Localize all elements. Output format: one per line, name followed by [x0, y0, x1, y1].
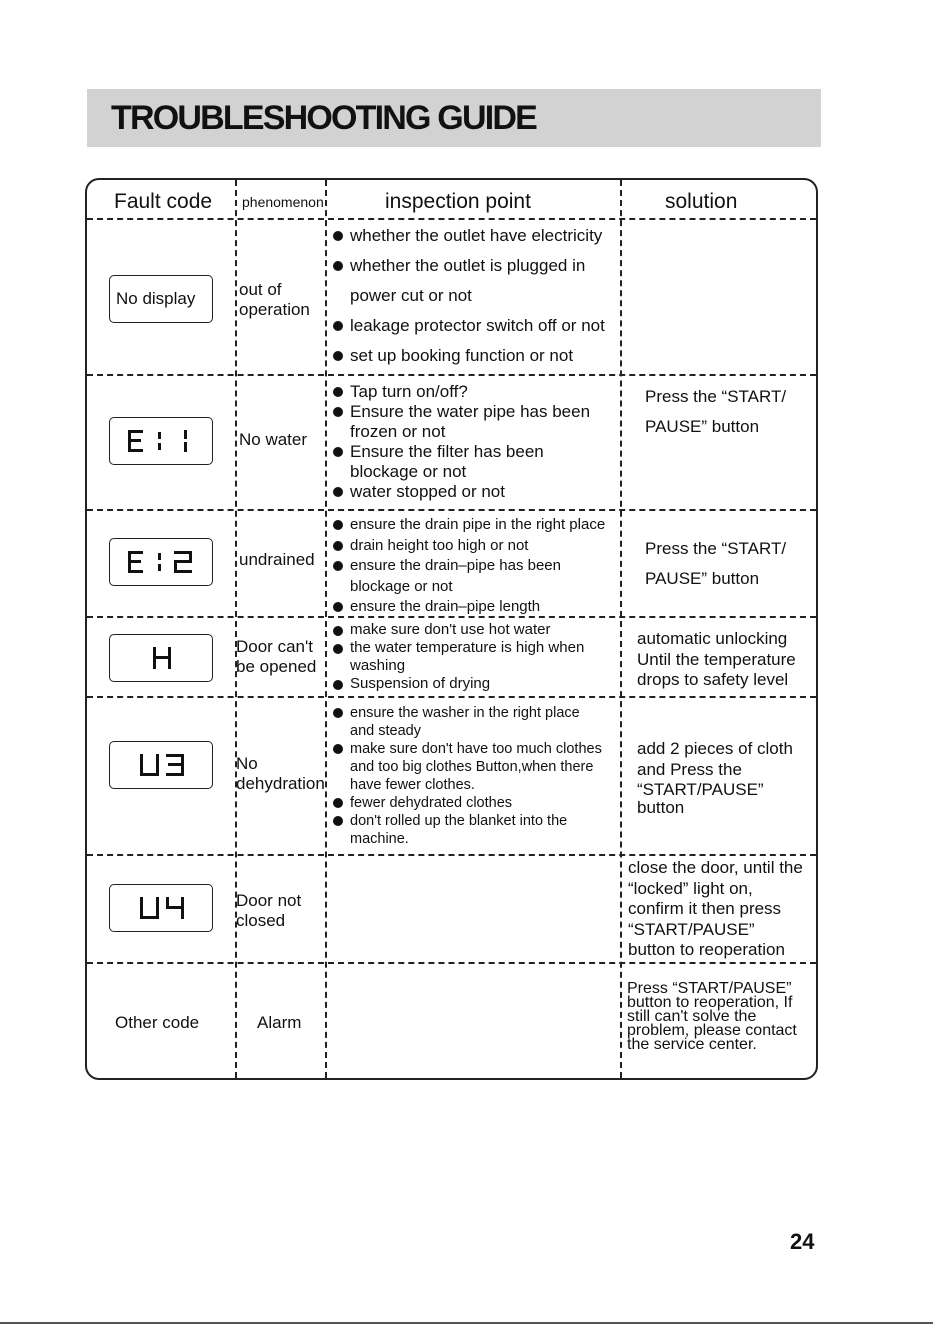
phenomenon-line: be opened — [236, 657, 317, 676]
seven-segment-u4-icon — [126, 895, 196, 921]
inspection-item: the water temperature is high when — [333, 639, 584, 657]
solution-line: “START/PAUSE” — [628, 919, 755, 939]
inspection-item: Tap turn on/off? — [333, 382, 590, 402]
phenomenon-text — [239, 430, 307, 450]
solution-line: drops to safety level — [637, 670, 789, 689]
column-divider — [620, 180, 622, 1078]
seven-segment-u3-icon — [126, 752, 196, 778]
solution-text — [637, 739, 793, 815]
row-divider — [87, 374, 816, 376]
inspection-item: don't rolled up the blanket into the — [333, 812, 602, 830]
solution-line: button to reoperation — [628, 940, 785, 959]
solution-line: PAUSE” button — [645, 417, 760, 436]
inspection-item: Suspension of drying — [333, 675, 584, 693]
solution-line: close the door, until the — [628, 858, 803, 877]
inspection-list — [333, 221, 605, 371]
phenomenon-line: Door can't — [236, 637, 313, 656]
solution-line: PAUSE” button — [645, 569, 760, 588]
solution-line: Press “START/PAUSE” — [627, 980, 792, 997]
phenomenon-line: Door not — [236, 891, 302, 910]
inspection-item: blockage or not — [350, 577, 453, 595]
inspection-item: make sure don't use hot water — [333, 621, 584, 639]
phenomenon-text: Alarm — [257, 1013, 302, 1032]
phenomenon-text — [239, 550, 315, 570]
solution-line: the service center. — [627, 1036, 757, 1053]
solution-text — [627, 982, 797, 1052]
solution-text — [628, 858, 803, 961]
row-divider — [87, 696, 816, 698]
phenomenon-line: No water — [239, 430, 308, 449]
phenomenon-line: closed — [236, 911, 286, 930]
solution-line: button to reoperation, If — [627, 994, 793, 1011]
solution-line: confirm it then press — [628, 899, 782, 918]
column-divider — [325, 180, 327, 1078]
inspection-item: ensure the washer in the right place — [333, 704, 602, 722]
fault-code-box — [109, 884, 213, 932]
inspection-item: Ensure the filter has been — [333, 442, 590, 462]
title-bar — [87, 89, 821, 147]
fault-code-box — [109, 275, 213, 323]
page-title: TROUBLESHOOTING GUIDE — [111, 99, 536, 137]
row-divider — [87, 854, 816, 856]
inspection-item: power cut or not — [350, 286, 472, 305]
phenomenon-line: No — [236, 754, 258, 773]
inspection-list — [333, 621, 584, 693]
solution-line: button — [637, 797, 685, 817]
solution-line: add 2 pieces of cloth — [637, 739, 793, 758]
fault-code-label: No display — [116, 289, 196, 308]
solution-line: Press the “START/ — [645, 387, 787, 406]
solution-line: Press the “START/ — [645, 539, 787, 558]
header-inspection-point: inspection point — [385, 190, 531, 213]
page-number: 24 — [790, 1229, 815, 1254]
row-divider — [87, 218, 816, 220]
phenomenon-text — [236, 891, 302, 931]
inspection-item: and steady — [350, 723, 421, 739]
phenomenon-line: dehydration — [236, 774, 325, 793]
seven-segment-e11-icon — [126, 428, 196, 454]
inspection-item: Ensure the water pipe has been — [333, 402, 590, 422]
inspection-item: drain height too high or not — [333, 536, 605, 557]
inspection-item: fewer dehydrated clothes — [333, 794, 602, 812]
phenomenon-line: undrained — [239, 550, 315, 569]
phenomenon-text — [236, 637, 317, 677]
fault-code-box — [109, 538, 213, 586]
solution-line: “START/PAUSE” — [637, 780, 764, 799]
fault-code-box — [109, 634, 213, 682]
header-phenomenon: phenomenon — [242, 194, 324, 210]
solution-line: Until the temperature — [637, 649, 796, 669]
phenomenon-line: out of — [239, 280, 282, 299]
inspection-item: blockage or not — [350, 462, 467, 481]
column-divider — [235, 180, 237, 1078]
inspection-item: set up booking function or not — [333, 341, 605, 371]
inspection-list — [333, 704, 602, 848]
header-solution: solution — [665, 190, 738, 213]
header-fault-code: Fault code — [114, 190, 213, 213]
solution-line: “locked” light on, — [628, 878, 753, 898]
inspection-item: ensure the drain pipe in the right place — [333, 515, 605, 536]
solution-line: and Press the — [637, 759, 742, 779]
solution-line: still can't solve the — [627, 1008, 757, 1025]
solution-text — [645, 382, 786, 442]
solution-text — [645, 534, 786, 594]
inspection-item: machine. — [350, 831, 409, 847]
inspection-list — [333, 515, 605, 618]
inspection-item: and too big clothes Button,when there — [350, 759, 594, 775]
seven-segment-h-icon — [126, 645, 196, 671]
inspection-item: whether the outlet have electricity — [333, 221, 605, 251]
phenomenon-line: operation — [239, 300, 310, 319]
inspection-item: have fewer clothes. — [350, 777, 475, 793]
troubleshooting-table — [85, 178, 818, 1080]
row-divider — [87, 962, 816, 964]
inspection-list — [333, 382, 590, 502]
inspection-item: water stopped or not — [333, 482, 590, 502]
solution-line: automatic unlocking — [637, 629, 788, 648]
solution-text — [637, 629, 796, 691]
phenomenon-text — [239, 280, 310, 320]
inspection-item: leakage protector switch off or not — [333, 311, 605, 341]
inspection-item: whether the outlet is plugged in — [333, 251, 605, 281]
inspection-item: washing — [350, 657, 406, 674]
fault-code-box — [109, 741, 213, 789]
fault-code-box — [109, 417, 213, 465]
inspection-item: make sure don't have too much clothes — [333, 740, 602, 758]
inspection-item: ensure the drain–pipe length — [333, 597, 605, 618]
fault-code-label: Other code — [115, 1013, 200, 1032]
phenomenon-text — [236, 754, 325, 794]
seven-segment-e12-icon — [126, 549, 196, 575]
inspection-item: ensure the drain–pipe has been — [333, 556, 605, 577]
inspection-item: frozen or not — [350, 422, 446, 441]
row-divider — [87, 509, 816, 511]
solution-line: problem, please contact — [627, 1022, 797, 1039]
